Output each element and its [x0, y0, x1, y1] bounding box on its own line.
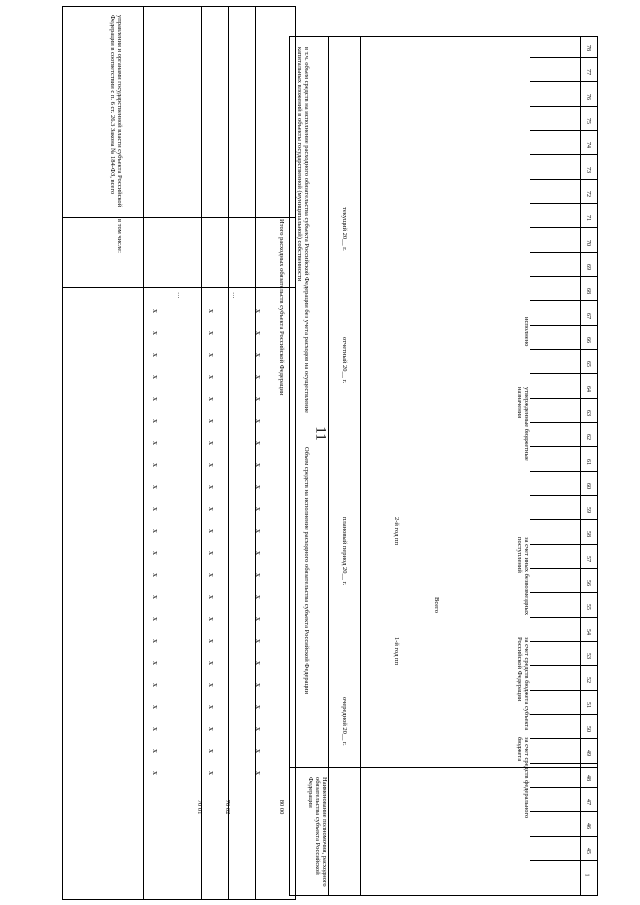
- x-mark: x: [254, 683, 263, 687]
- x-mark: x: [151, 485, 160, 489]
- page-number: 11: [312, 426, 329, 441]
- x-mark: x: [207, 639, 216, 643]
- x-mark: x: [207, 485, 216, 489]
- year2-header: 2-й год пп: [393, 517, 400, 545]
- x-mark: x: [254, 749, 263, 753]
- reporting-year-header: отчетный 20__ г.: [341, 337, 348, 384]
- column-number: 78: [585, 45, 591, 51]
- x-mark: x: [254, 573, 263, 577]
- column-number: 76: [585, 93, 591, 100]
- row-label-subject-authorities: управления и органами государственной власти субъекта Российской Федерации в соответствии с п. 6 ст. 26.3 Закона № 184-ФЗ, всего: [109, 15, 123, 208]
- x-mark: x: [254, 375, 263, 379]
- x-mark: x: [151, 353, 160, 357]
- column-number: 55: [585, 604, 591, 611]
- x-mark: x: [207, 727, 216, 731]
- x-mark: x: [254, 595, 263, 599]
- row-label-ellipsis-1: …: [176, 292, 183, 299]
- column-number: 56: [585, 580, 591, 587]
- column-number: 70: [585, 239, 591, 246]
- column-number: 73: [585, 166, 591, 173]
- x-mark: x: [151, 529, 160, 533]
- row-label-including: в том числе:: [116, 219, 123, 253]
- x-mark: x: [151, 749, 160, 753]
- column-number: 50: [585, 726, 591, 733]
- x-mark: x: [254, 661, 263, 665]
- column-number: 53: [585, 653, 591, 660]
- column-number: 65: [585, 361, 591, 368]
- column-number: 67: [585, 312, 591, 319]
- row-code-8000: 80 00: [278, 799, 285, 815]
- column-number: 72: [585, 190, 591, 197]
- x-mark: x: [151, 419, 160, 423]
- row-code-7001: 70 01: [196, 799, 203, 815]
- x-mark: x: [254, 353, 263, 357]
- column-number: 45: [585, 847, 591, 854]
- x-mark: x: [151, 661, 160, 665]
- fed-budget-label: за счет средств федерального бюджета: [516, 737, 530, 819]
- x-mark: x: [207, 595, 216, 599]
- x-mark: x: [207, 507, 216, 511]
- subj-budget-label: за счет средств бюджета субъекта Российской Федерации: [516, 637, 530, 731]
- x-mark: x: [254, 551, 263, 555]
- x-mark: x: [254, 441, 263, 445]
- x-mark: x: [207, 573, 216, 577]
- x-mark: x: [254, 419, 263, 423]
- x-mark: x: [207, 683, 216, 687]
- x-mark: x: [254, 309, 263, 313]
- approved-label: утвержденные бюджетные назначения: [516, 387, 530, 461]
- column-number: 60: [585, 482, 591, 489]
- column-number: 75: [585, 117, 591, 124]
- x-mark: x: [254, 463, 263, 467]
- x-mark: x: [254, 507, 263, 511]
- column-number: 71: [585, 215, 591, 222]
- x-mark: x: [207, 419, 216, 423]
- column-number: 48: [585, 774, 591, 781]
- x-mark: x: [207, 463, 216, 467]
- current-year-header: текущий 20__ г.: [341, 207, 348, 251]
- x-mark: x: [254, 397, 263, 401]
- x-mark: x: [207, 705, 216, 709]
- column-number: 49: [585, 750, 591, 757]
- col-name-header: Наименование полномочия, расходного обязательства субъекта Российской Федерации: [307, 777, 328, 887]
- x-mark: x: [151, 507, 160, 511]
- x-mark: x: [151, 705, 160, 709]
- column-number: 68: [585, 288, 591, 295]
- x-mark: x: [151, 683, 160, 687]
- x-mark: x: [151, 331, 160, 335]
- x-mark: x: [207, 529, 216, 533]
- x-mark: x: [207, 771, 216, 775]
- column-number: 64: [585, 385, 591, 392]
- column-number: 77: [585, 69, 591, 76]
- column-number: 74: [585, 142, 591, 149]
- x-mark: x: [207, 749, 216, 753]
- expenditure-header-table: [289, 36, 598, 896]
- x-mark: x: [254, 331, 263, 335]
- x-mark: x: [207, 441, 216, 445]
- x-mark: x: [254, 727, 263, 731]
- x-mark: x: [207, 309, 216, 313]
- total-label: Всего: [433, 597, 440, 613]
- column-number: 1: [583, 873, 590, 877]
- x-mark: x: [151, 573, 160, 577]
- x-mark: x: [254, 705, 263, 709]
- executed-label: исполнено: [523, 317, 530, 347]
- group-a-header: Объем средств на исполнение расходного обязательства субъекта Российской Федерации: [303, 447, 310, 695]
- x-mark: x: [151, 441, 160, 445]
- x-mark: x: [207, 331, 216, 335]
- year1-header: 1-й год пп: [393, 637, 400, 665]
- x-mark: x: [151, 551, 160, 555]
- x-mark: x: [207, 617, 216, 621]
- x-mark: x: [254, 529, 263, 533]
- other-free-label: за счет иных безвозмездных поступлений: [516, 537, 530, 616]
- column-number: 51: [585, 701, 591, 708]
- column-number: 63: [585, 409, 591, 416]
- x-mark: x: [254, 639, 263, 643]
- continuation-table: [62, 6, 296, 900]
- column-number: 61: [585, 458, 591, 465]
- x-mark: x: [254, 771, 263, 775]
- column-number: 62: [585, 434, 591, 441]
- x-mark: x: [151, 771, 160, 775]
- column-number: 52: [585, 677, 591, 684]
- x-mark: x: [207, 551, 216, 555]
- column-number: 47: [585, 799, 591, 806]
- column-number: 66: [585, 336, 591, 343]
- x-mark: x: [151, 639, 160, 643]
- x-mark: x: [151, 397, 160, 401]
- x-mark: x: [151, 309, 160, 313]
- x-mark: x: [151, 595, 160, 599]
- x-mark: x: [151, 617, 160, 621]
- column-number: 59: [585, 507, 591, 514]
- column-number: 54: [585, 628, 591, 635]
- x-mark: x: [254, 485, 263, 489]
- column-number: 46: [585, 823, 591, 830]
- x-mark: x: [207, 661, 216, 665]
- plan-period-header: плановый период 20__ г.: [341, 517, 348, 586]
- row-code-7002: 70 02: [224, 799, 231, 815]
- x-mark: x: [207, 375, 216, 379]
- x-mark: x: [151, 463, 160, 467]
- x-mark: x: [151, 375, 160, 379]
- column-number: 69: [585, 263, 591, 270]
- row-label-ellipsis-2: …: [231, 292, 238, 299]
- column-number: 57: [585, 555, 591, 562]
- x-mark: x: [207, 397, 216, 401]
- x-mark: x: [207, 353, 216, 357]
- ochered-header: очередной 20__ г.: [341, 697, 348, 746]
- group-b-header: в т.ч. объем средств на исполнение расходного обязательства субъекта Российской Федерации без учета расходов на осуществление капитальных вложений в объекты государственной (муниципальной) собственности: [296, 47, 310, 414]
- row-label-total: Итого расходных обязательств субъекта Российской Федерации: [278, 219, 285, 396]
- column-number: 58: [585, 531, 591, 538]
- x-mark: x: [151, 727, 160, 731]
- x-mark: x: [254, 617, 263, 621]
